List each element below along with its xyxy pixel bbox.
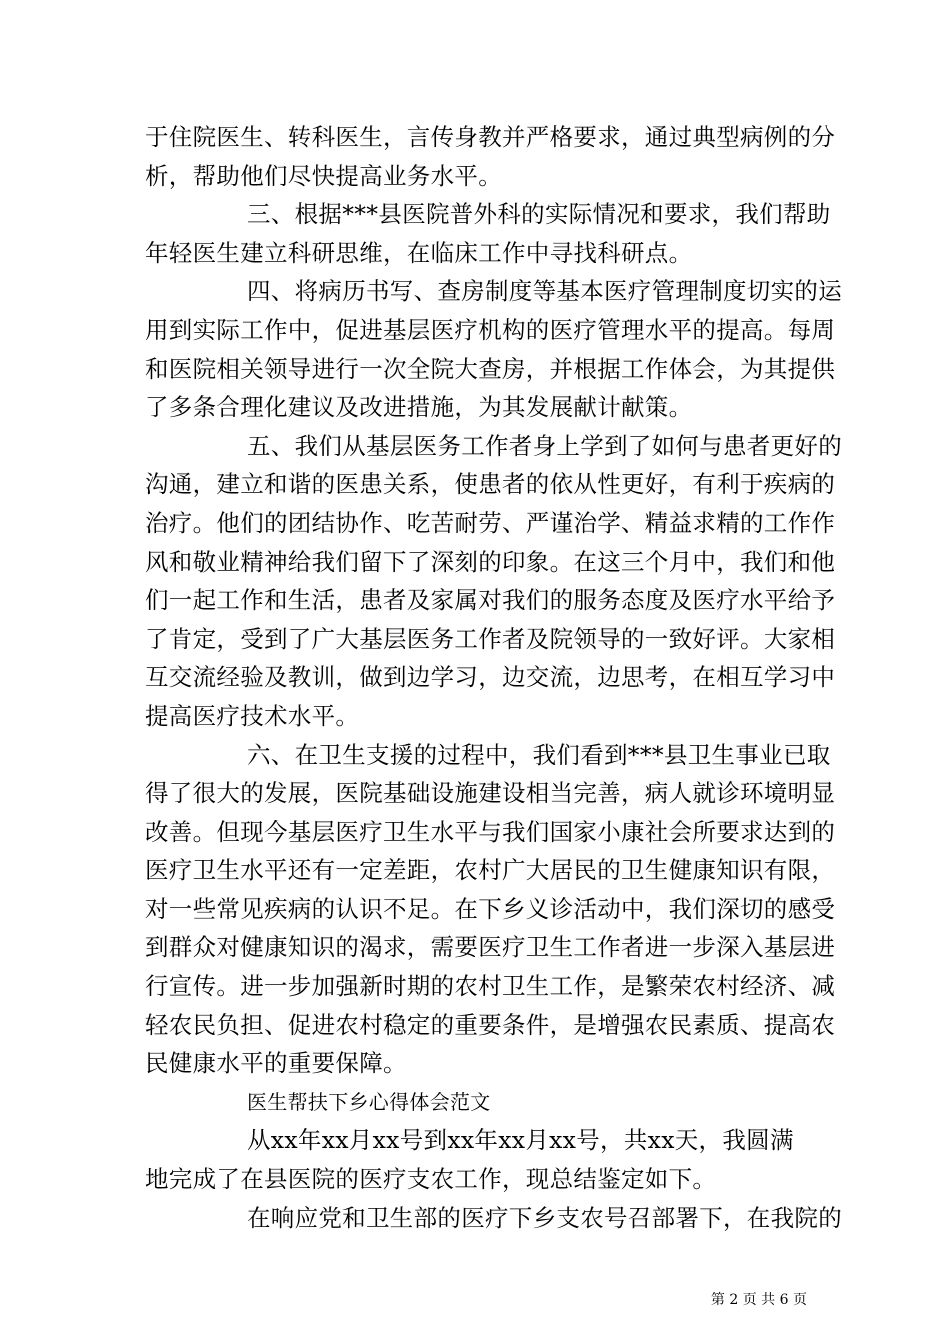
text-line: 提高医疗技术水平。 (145, 701, 360, 730)
text-line: 沟通，建立和谐的医患关系，使患者的依从性更好，有利于疾病的 (145, 470, 836, 499)
text-line: 了多条合理化建议及改进措施，为其发展献计献策。 (145, 393, 693, 422)
paragraph (145, 118, 836, 195)
text-line: 五、我们从基层医务工作者身上学到了如何与患者更好的 (247, 431, 842, 460)
text-line: 和医院相关领导进行一次全院大查房，并根据工作体会，为其提供 (145, 354, 836, 383)
text-line: 了肯定，受到了广大基层医务工作者及院领导的一致好评。大家相 (145, 624, 836, 653)
text-line: 医疗卫生水平还有一定差距，农村广大居民的卫生健康知识有限， (145, 856, 836, 885)
text-line: 地完成了在县医院的医疗支农工作，现总结鉴定如下。 (145, 1165, 717, 1194)
text-line: 治疗。他们的团结协作、吃苦耐劳、严谨治学、精益求精的工作作 (145, 508, 836, 537)
text-line: 四、将病历书写、查房制度等基本医疗管理制度切实的运 (247, 277, 842, 306)
text-line: 改善。但现今基层医疗卫生水平与我们国家小康社会所要求达到的 (145, 817, 836, 846)
text-line: 从xx年xx月xx号到xx年xx月xx号，共xx天，我圆满 (247, 1126, 794, 1155)
text-line: 用到实际工作中，促进基层医疗机构的医疗管理水平的提高。每周 (145, 315, 836, 344)
text-line: 到群众对健康知识的渴求，需要医疗卫生工作者进一步深入基层进 (145, 933, 836, 962)
page-number: 第 2 页 共 6 页 (710, 1292, 807, 1308)
document-body (145, 118, 842, 1237)
text-line: 于住院医生、转科医生，言传身教并严格要求，通过典型病例的分 (145, 123, 836, 151)
text-line: 六、在卫生支援的过程中，我们看到***县卫生事业已取 (247, 740, 831, 769)
text-line: 民健康水平的重要保障。 (145, 1049, 407, 1078)
paragraph (145, 1199, 842, 1238)
text-line: 互交流经验及教训，做到边学习，边交流，边思考，在相互学习中 (145, 663, 836, 692)
paragraph (145, 195, 831, 272)
paragraph (145, 427, 842, 736)
paragraph (145, 736, 836, 1083)
text-line: 行宣传。进一步加强新时期的农村卫生工作，是繁荣农村经济、减 (145, 972, 836, 1001)
paragraph (145, 1121, 807, 1198)
text-line: 轻农民负担、促进农村稳定的重要条件，是增强农民素质、提高农 (145, 1010, 836, 1039)
text-line: 们一起工作和生活，患者及家属对我们的服务态度及医疗水平给予 (145, 586, 836, 615)
text-line: 对一些常见疾病的认识不足。在下乡义诊活动中，我们深切的感受 (145, 894, 836, 923)
text-line: 在响应党和卫生部的医疗下乡支农号召部署下，在我院的 (247, 1203, 842, 1232)
paragraph (145, 272, 842, 426)
section-title: 医生帮扶下乡心得体会范文 (247, 1089, 491, 1114)
text-line: 风和敬业精神给我们留下了深刻的印象。在这三个月中，我们和他 (145, 547, 836, 576)
text-line: 析，帮助他们尽快提高业务水平。 (145, 161, 502, 190)
text-line: 年轻医生建立科研思维，在临床工作中寻找科研点。 (145, 238, 693, 267)
text-line: 三、根据***县医院普外科的实际情况和要求，我们帮助 (247, 200, 831, 229)
text-line: 得了很大的发展，医院基础设施建设相当完善，病人就诊环境明显 (145, 779, 836, 808)
